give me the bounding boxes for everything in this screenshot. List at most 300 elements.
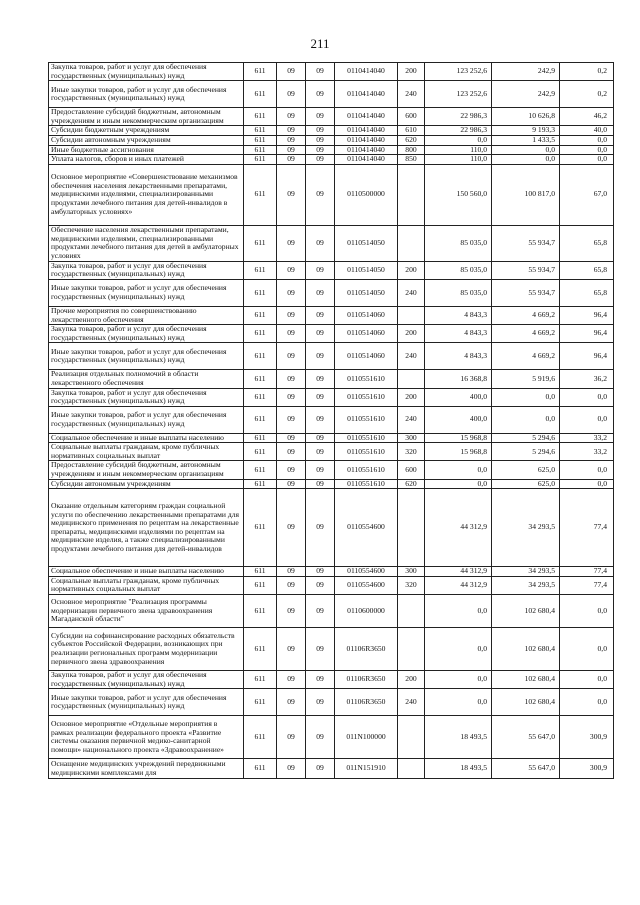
row-value-2: 100 817,0 [492,164,560,225]
row-name: Иные закупки товаров, работ и услуг для обеспечения государственных (муниципальных) нужд [49,343,244,370]
table-row [49,671,614,689]
row-csr: 0110600000 [335,595,398,628]
row-csr: 0110551610 [335,388,398,406]
row-name: Закупка товаров, работ и услуг для обеспечения государственных (муниципальных) нужд [49,388,244,406]
row-value-2: 242,9 [492,63,560,81]
row-value-1: 4 843,3 [425,306,492,324]
row-ved: 611 [244,261,277,279]
row-rz: 09 [277,325,306,343]
row-ved: 611 [244,759,277,779]
row-csr: 011N151910 [335,759,398,779]
row-ved: 611 [244,155,277,165]
table-row [49,595,614,628]
row-pr: 09 [306,406,335,433]
row-vr: 850 [398,155,425,165]
row-ved: 611 [244,567,277,577]
row-value-3: 0,0 [560,479,614,489]
row-value-3: 0,2 [560,81,614,108]
row-pr: 09 [306,489,335,567]
table-row [49,81,614,108]
row-value-2: 55 647,0 [492,716,560,759]
row-ved: 611 [244,671,277,689]
row-value-1: 15 968,8 [425,443,492,461]
row-pr: 09 [306,135,335,145]
row-value-1: 18 493,5 [425,716,492,759]
row-value-3: 36,2 [560,370,614,388]
row-name: Предоставление субсидий бюджетным, автономным учреждениям и иным некоммерческим организациям [49,461,244,479]
row-vr: 200 [398,63,425,81]
row-csr: 01106R3650 [335,671,398,689]
row-vr: 320 [398,576,425,594]
row-ved: 611 [244,479,277,489]
row-csr: 0110414040 [335,63,398,81]
row-name: Социальные выплаты гражданам, кроме публичных нормативных социальных выплат [49,576,244,594]
row-value-1: 18 493,5 [425,759,492,779]
row-ved: 611 [244,108,277,126]
row-name: Оснащение медицинских учреждений передвижными медицинскими комплексами для [49,759,244,779]
row-value-3: 0,0 [560,155,614,165]
row-name: Социальное обеспечение и иные выплаты населению [49,567,244,577]
row-ved: 611 [244,388,277,406]
row-pr: 09 [306,343,335,370]
table-body [49,63,614,779]
row-value-1: 44 312,9 [425,576,492,594]
row-rz: 09 [277,576,306,594]
row-ved: 611 [244,406,277,433]
table-row [49,164,614,225]
page-number: 211 [310,36,330,51]
row-value-1: 0,0 [425,595,492,628]
row-value-1: 0,0 [425,671,492,689]
row-vr [398,370,425,388]
row-pr: 09 [306,81,335,108]
row-rz: 09 [277,370,306,388]
row-value-2: 5 919,6 [492,370,560,388]
row-csr: 0110551610 [335,433,398,443]
row-vr: 600 [398,108,425,126]
row-name: Основное мероприятие «Отдельные мероприятия в рамках реализации федерального проекта «Развитие системы оказания первичной медико-санитарной помощи» национального проекта «Здравоохранение» [49,716,244,759]
row-value-1: 0,0 [425,628,492,671]
row-value-1: 44 312,9 [425,567,492,577]
row-value-1: 400,0 [425,406,492,433]
row-pr: 09 [306,126,335,136]
row-rz: 09 [277,759,306,779]
row-csr: 0110514050 [335,225,398,261]
row-ved: 611 [244,135,277,145]
row-csr: 0110551610 [335,406,398,433]
row-csr: 0110414040 [335,81,398,108]
row-rz: 09 [277,108,306,126]
row-value-2: 4 669,2 [492,343,560,370]
row-vr [398,595,425,628]
row-value-3: 96,4 [560,325,614,343]
row-value-1: 4 843,3 [425,343,492,370]
row-value-3: 65,8 [560,225,614,261]
row-vr [398,225,425,261]
table-row [49,261,614,279]
row-ved: 611 [244,689,277,716]
table-row [49,325,614,343]
row-ved: 611 [244,306,277,324]
row-value-3: 67,0 [560,164,614,225]
table-row [49,370,614,388]
row-csr: 0110554600 [335,576,398,594]
row-value-2: 10 626,8 [492,108,560,126]
row-value-2: 55 934,7 [492,279,560,306]
row-ved: 611 [244,628,277,671]
row-rz: 09 [277,126,306,136]
row-value-2: 1 433,5 [492,135,560,145]
row-rz: 09 [277,433,306,443]
row-value-3: 40,0 [560,126,614,136]
row-csr: 0110414040 [335,108,398,126]
row-csr: 0110514050 [335,261,398,279]
row-value-3: 33,2 [560,443,614,461]
row-rz: 09 [277,489,306,567]
table-row [49,306,614,324]
row-rz: 09 [277,81,306,108]
row-vr [398,306,425,324]
row-ved: 611 [244,164,277,225]
row-name: Субсидии на софинансирование расходных обязательств субъектов Российской Федерации, возникающих при реализации региональных программ модернизации первичного звена здравоохранения [49,628,244,671]
row-name: Закупка товаров, работ и услуг для обеспечения государственных (муниципальных) нужд [49,671,244,689]
row-rz: 09 [277,716,306,759]
row-ved: 611 [244,370,277,388]
row-ved: 611 [244,63,277,81]
row-pr: 09 [306,164,335,225]
row-value-3: 300,9 [560,759,614,779]
row-ved: 611 [244,145,277,155]
row-value-3: 0,0 [560,628,614,671]
table-row [49,343,614,370]
row-value-3: 77,4 [560,567,614,577]
row-name: Иные закупки товаров, работ и услуг для обеспечения государственных (муниципальных) нужд [49,406,244,433]
row-ved: 611 [244,433,277,443]
row-vr: 620 [398,479,425,489]
row-value-3: 33,2 [560,433,614,443]
row-rz: 09 [277,595,306,628]
row-value-2: 4 669,2 [492,306,560,324]
row-name: Обеспечение населения лекарственными препаратами, медицинскими изделиями, специализированными продуктами лечебного питания для детей в амбулаторных условиях [49,225,244,261]
row-pr: 09 [306,325,335,343]
row-value-3: 0,0 [560,461,614,479]
row-vr: 300 [398,567,425,577]
table-row [49,461,614,479]
row-pr: 09 [306,576,335,594]
row-value-1: 0,0 [425,135,492,145]
row-name: Предоставление субсидий бюджетным, автономным учреждениям и иным некоммерческим организациям [49,108,244,126]
row-value-3: 46,2 [560,108,614,126]
row-csr: 0110554600 [335,567,398,577]
row-pr: 09 [306,108,335,126]
table-row [49,225,614,261]
row-value-2: 102 680,4 [492,689,560,716]
row-value-1: 110,0 [425,155,492,165]
row-vr [398,716,425,759]
row-ved: 611 [244,325,277,343]
row-pr: 09 [306,443,335,461]
row-pr: 09 [306,145,335,155]
row-ved: 611 [244,461,277,479]
row-value-2: 9 193,3 [492,126,560,136]
table-row [49,406,614,433]
row-vr [398,164,425,225]
row-rz: 09 [277,63,306,81]
row-vr: 240 [398,81,425,108]
row-value-3: 96,4 [560,306,614,324]
row-value-1: 22 986,3 [425,108,492,126]
row-value-2: 625,0 [492,479,560,489]
row-pr: 09 [306,595,335,628]
row-value-1: 110,0 [425,145,492,155]
row-value-3: 77,4 [560,489,614,567]
row-value-3: 0,0 [560,595,614,628]
row-vr [398,628,425,671]
row-csr: 0110514050 [335,279,398,306]
row-csr: 0110414040 [335,135,398,145]
row-rz: 09 [277,461,306,479]
row-name: Субсидии бюджетным учреждениям [49,126,244,136]
row-value-3: 0,0 [560,388,614,406]
row-value-1: 85 035,0 [425,225,492,261]
row-value-2: 34 293,5 [492,576,560,594]
row-csr: 0110551610 [335,370,398,388]
table-row [49,135,614,145]
row-pr: 09 [306,567,335,577]
row-value-2: 0,0 [492,406,560,433]
row-csr: 0110514060 [335,325,398,343]
row-value-3: 77,4 [560,576,614,594]
row-value-1: 123 252,6 [425,63,492,81]
row-pr: 09 [306,716,335,759]
table-row [49,63,614,81]
row-pr: 09 [306,306,335,324]
row-pr: 09 [306,479,335,489]
row-value-3: 0,0 [560,145,614,155]
row-name: Субсидии автономным учреждениям [49,479,244,489]
row-csr: 0110551610 [335,479,398,489]
row-rz: 09 [277,628,306,671]
row-rz: 09 [277,671,306,689]
row-pr: 09 [306,370,335,388]
table-row [49,716,614,759]
row-rz: 09 [277,164,306,225]
row-value-2: 5 294,6 [492,443,560,461]
row-value-1: 22 986,3 [425,126,492,136]
row-name: Иные бюджетные ассигнования [49,145,244,155]
row-csr: 0110551610 [335,443,398,461]
row-rz: 09 [277,689,306,716]
row-pr: 09 [306,461,335,479]
row-name: Закупка товаров, работ и услуг для обеспечения государственных (муниципальных) нужд [49,261,244,279]
row-value-1: 4 843,3 [425,325,492,343]
row-vr: 240 [398,689,425,716]
row-csr: 01106R3650 [335,689,398,716]
row-vr: 600 [398,461,425,479]
row-value-3: 0,0 [560,135,614,145]
row-vr: 200 [398,325,425,343]
row-rz: 09 [277,261,306,279]
row-vr: 240 [398,279,425,306]
row-rz: 09 [277,388,306,406]
row-value-3: 0,0 [560,406,614,433]
row-name: Социальное обеспечение и иные выплаты населению [49,433,244,443]
row-pr: 09 [306,628,335,671]
row-csr: 0110414040 [335,126,398,136]
row-rz: 09 [277,567,306,577]
row-value-1: 15 968,8 [425,433,492,443]
row-csr: 0110514060 [335,343,398,370]
table-row [49,759,614,779]
row-csr: 0110414040 [335,145,398,155]
row-rz: 09 [277,479,306,489]
row-value-2: 55 934,7 [492,225,560,261]
row-value-2: 5 294,6 [492,433,560,443]
row-value-2: 102 680,4 [492,671,560,689]
table-row [49,489,614,567]
row-value-1: 85 035,0 [425,261,492,279]
row-ved: 611 [244,225,277,261]
row-value-3: 0,2 [560,63,614,81]
row-pr: 09 [306,63,335,81]
row-name: Закупка товаров, работ и услуг для обеспечения государственных (муниципальных) нужд [49,63,244,81]
table-row [49,279,614,306]
row-value-2: 625,0 [492,461,560,479]
row-ved: 611 [244,81,277,108]
row-value-1: 85 035,0 [425,279,492,306]
row-value-1: 400,0 [425,388,492,406]
row-rz: 09 [277,406,306,433]
row-name: Иные закупки товаров, работ и услуг для обеспечения государственных (муниципальных) нужд [49,279,244,306]
row-value-2: 0,0 [492,145,560,155]
table-row [49,628,614,671]
table-row [49,689,614,716]
row-name: Основное мероприятие «Совершенствование механизмов обеспечения населения лекарственными препаратами, медицинскими изделиями, специализированными продуктами лечебного питания для детей-инвалидов в амбулаторных условиях» [49,164,244,225]
row-pr: 09 [306,155,335,165]
row-ved: 611 [244,279,277,306]
row-vr: 240 [398,406,425,433]
row-csr: 0110554600 [335,489,398,567]
row-vr: 610 [398,126,425,136]
row-csr: 0110514060 [335,306,398,324]
row-vr: 200 [398,261,425,279]
row-csr: 01106R3650 [335,628,398,671]
row-rz: 09 [277,279,306,306]
table-row [49,479,614,489]
row-name: Иные закупки товаров, работ и услуг для обеспечения государственных (муниципальных) нужд [49,689,244,716]
table-row [49,443,614,461]
row-rz: 09 [277,443,306,461]
row-pr: 09 [306,279,335,306]
row-value-2: 55 934,7 [492,261,560,279]
row-value-2: 242,9 [492,81,560,108]
row-pr: 09 [306,225,335,261]
row-vr [398,759,425,779]
row-rz: 09 [277,306,306,324]
table-row [49,108,614,126]
row-value-3: 96,4 [560,343,614,370]
row-value-3: 65,8 [560,261,614,279]
row-value-2: 102 680,4 [492,595,560,628]
row-value-1: 0,0 [425,461,492,479]
row-csr: 0110414040 [335,155,398,165]
row-pr: 09 [306,261,335,279]
row-rz: 09 [277,155,306,165]
row-vr: 620 [398,135,425,145]
row-name: Субсидии автономным учреждениям [49,135,244,145]
row-value-3: 0,0 [560,671,614,689]
row-vr: 240 [398,343,425,370]
row-value-2: 0,0 [492,388,560,406]
row-value-3: 0,0 [560,689,614,716]
row-pr: 09 [306,689,335,716]
row-value-2: 34 293,5 [492,567,560,577]
row-vr: 300 [398,433,425,443]
row-vr [398,489,425,567]
row-pr: 09 [306,388,335,406]
row-vr: 800 [398,145,425,155]
row-rz: 09 [277,225,306,261]
row-value-1: 16 368,8 [425,370,492,388]
row-pr: 09 [306,433,335,443]
row-name: Социальные выплаты гражданам, кроме публичных нормативных социальных выплат [49,443,244,461]
row-ved: 611 [244,343,277,370]
row-value-3: 300,9 [560,716,614,759]
row-ved: 611 [244,595,277,628]
table-row [49,567,614,577]
row-value-1: 0,0 [425,479,492,489]
table-row [49,155,614,165]
row-ved: 611 [244,126,277,136]
row-vr: 200 [398,671,425,689]
row-csr: 0110551610 [335,461,398,479]
row-ved: 611 [244,443,277,461]
row-value-2: 0,0 [492,155,560,165]
row-csr: 011N100000 [335,716,398,759]
row-rz: 09 [277,145,306,155]
row-name: Прочие мероприятия по совершенствованию лекарственного обеспечения [49,306,244,324]
row-value-2: 55 647,0 [492,759,560,779]
row-value-3: 65,8 [560,279,614,306]
row-ved: 611 [244,716,277,759]
row-name: Оказание отдельным категориям граждан социальной услуги по обеспечению лекарственными препаратами для медицинского применения по рецептам на лекарственные препараты, медицинскими изделиями по рецептам на медицинские изделия, а также специализированными продуктами лечебного питания для детей-инвалидов [49,489,244,567]
row-vr: 320 [398,443,425,461]
budget-table [48,62,614,779]
row-name: Уплата налогов, сборов и иных платежей [49,155,244,165]
row-value-2: 34 293,5 [492,489,560,567]
row-value-1: 123 252,6 [425,81,492,108]
row-csr: 0110500000 [335,164,398,225]
row-vr: 200 [398,388,425,406]
row-value-1: 0,0 [425,689,492,716]
table-row [49,388,614,406]
row-value-1: 150 560,0 [425,164,492,225]
row-rz: 09 [277,343,306,370]
row-ved: 611 [244,576,277,594]
row-value-2: 4 669,2 [492,325,560,343]
row-pr: 09 [306,759,335,779]
row-name: Основное мероприятие "Реализация программы модернизации первичного звена здравоохранения Магаданской области" [49,595,244,628]
row-name: Реализация отдельных полномочий в области лекарственного обеспечения [49,370,244,388]
row-name: Закупка товаров, работ и услуг для обеспечения государственных (муниципальных) нужд [49,325,244,343]
row-name: Иные закупки товаров, работ и услуг для обеспечения государственных (муниципальных) нужд [49,81,244,108]
row-ved: 611 [244,489,277,567]
row-rz: 09 [277,135,306,145]
row-value-1: 44 312,9 [425,489,492,567]
row-value-2: 102 680,4 [492,628,560,671]
table-row [49,576,614,594]
row-pr: 09 [306,671,335,689]
